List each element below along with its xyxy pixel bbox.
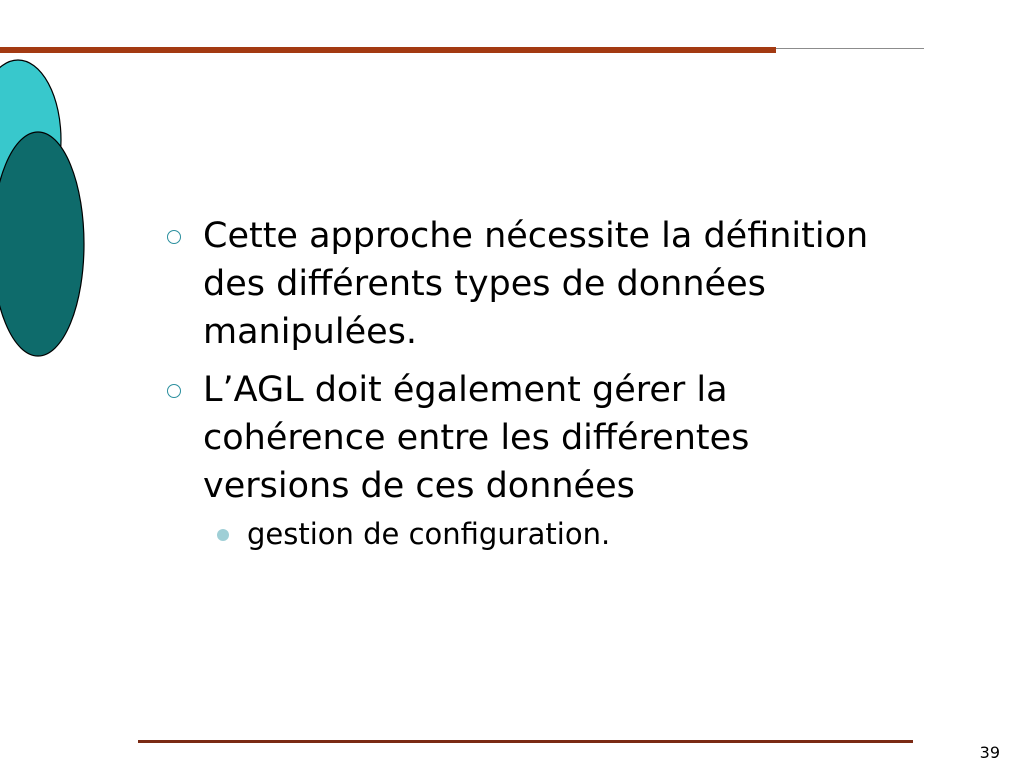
page-number: 39 <box>979 743 1000 762</box>
top-accent-rule <box>0 47 776 53</box>
slide-body <box>165 212 905 554</box>
hollow-circle-bullet-icon <box>167 384 181 398</box>
ellipse-dark-teal <box>0 132 84 356</box>
bullet-item <box>165 212 905 356</box>
sub-bullet-item <box>213 514 905 554</box>
bullet-text: L’AGL doit également gérer la cohérence entre les différentes versions de ces données <box>203 370 750 506</box>
sub-bullet-text: gestion de configuration. <box>247 517 611 551</box>
bottom-rule <box>138 740 913 743</box>
hollow-circle-bullet-icon <box>167 230 181 244</box>
decorative-ellipses <box>0 0 100 370</box>
top-thin-rule <box>776 48 924 49</box>
filled-dot-bullet-icon <box>217 529 229 541</box>
bullet-text: Cette approche nécessite la définition des différents types de données manipulées. <box>203 216 869 352</box>
bullet-item <box>165 366 905 510</box>
